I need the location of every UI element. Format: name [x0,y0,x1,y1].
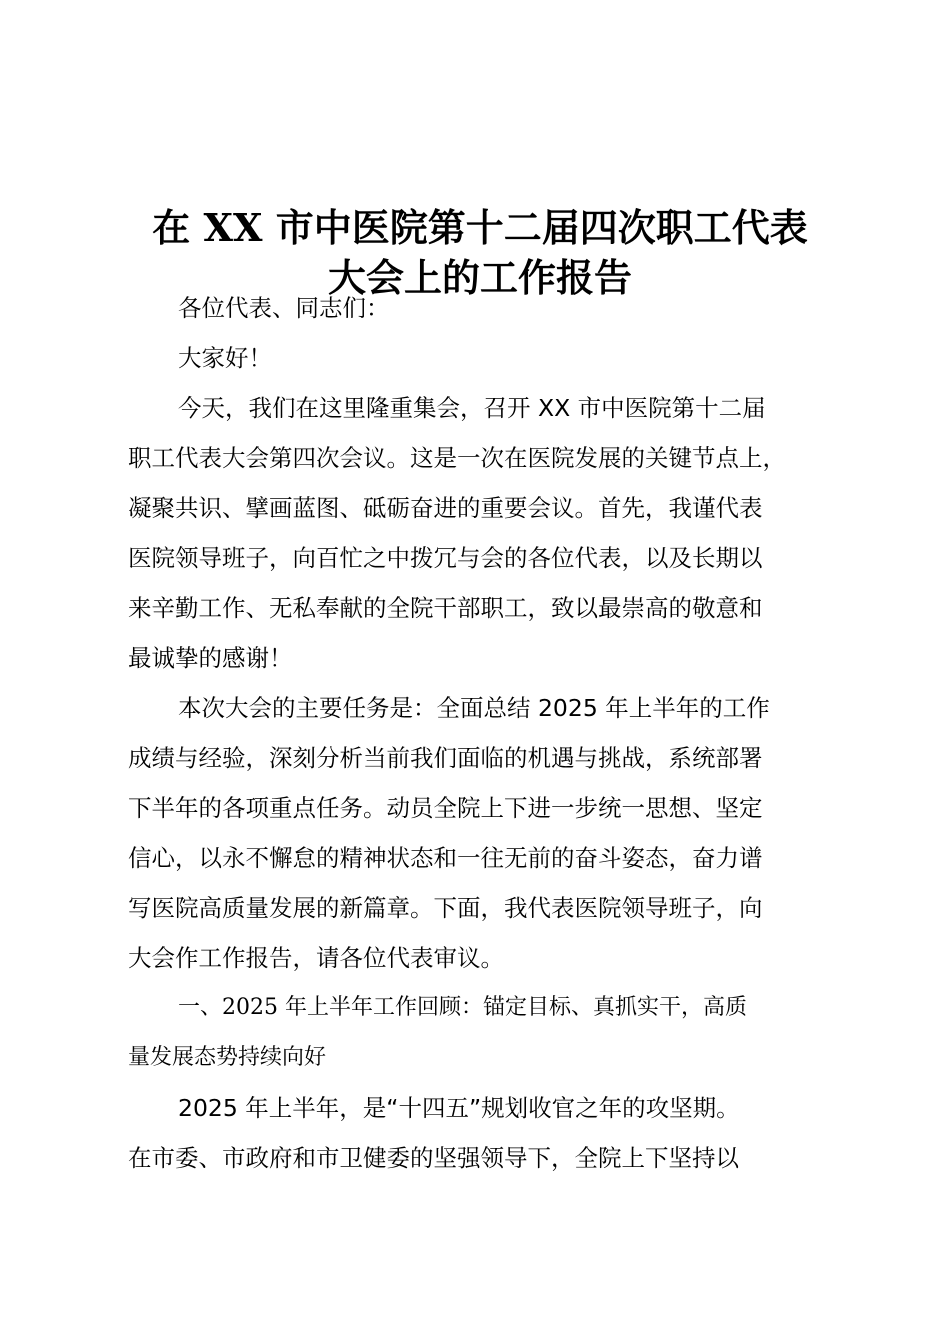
title-line-2: 大会上的工作报告 [327,255,632,301]
text-line: 职工代表大会第四次会议。这是一次在医院发展的关键节点上， [128,444,786,472]
text-line: 凝聚共识、擘画蓝图、砥砺奋进的重要会议。首先，我谨代表 [128,494,763,522]
greeting-paragraph [128,333,828,383]
report-body [128,283,828,1183]
text-line: 成绩与经验，深刻分析当前我们面临的机遇与挑战，系统部署 [128,744,763,772]
text-line: 来辛勤工作、无私奉献的全院干部职工，致以最崇高的敬意和 [128,594,763,622]
text-line: 2025 年上半年，是“十四五”规划收官之年的攻坚期。 [178,1094,740,1122]
opening-paragraph [128,383,828,683]
text-line: 写医院高质量发展的新篇章。下面，我代表医院领导班子，向 [128,894,763,922]
title-line-1: 在 XX 市中医院第十二届四次职工代表 [152,205,808,251]
text-line: 今天，我们在这里隆重集会，召开 XX 市中医院第十二届 [178,394,766,422]
text-line: 本次大会的主要任务是：全面总结 2025 年上半年的工作 [178,694,770,722]
text-line: 信心，以永不懈怠的精神状态和一往无前的奋斗姿态，奋力谱 [128,844,763,872]
section-one-heading [128,983,828,1083]
text-line: 一、2025 年上半年工作回顾：锚定目标、真抓实干，高质 [178,995,747,1020]
text-line: 各位代表、同志们： [178,294,390,322]
review-paragraph [128,1083,828,1183]
text-line: 在市委、市政府和市卫健委的坚强领导下，全院上下坚持以 [128,1144,739,1172]
text-line: 下半年的各项重点任务。动员全院上下进一步统一思想、坚定 [128,794,763,822]
text-line: 大会作工作报告，请各位代表审议。 [128,944,504,972]
text-line: 量发展态势持续向好 [128,1045,327,1070]
text-line: 大家好！ [178,344,272,372]
text-line: 医院领导班子，向百忙之中拨冗与会的各位代表，以及长期以 [128,544,763,572]
text-line: 最诚挚的感谢！ [128,644,293,672]
salutation-paragraph [128,283,828,333]
task-paragraph [128,683,828,983]
